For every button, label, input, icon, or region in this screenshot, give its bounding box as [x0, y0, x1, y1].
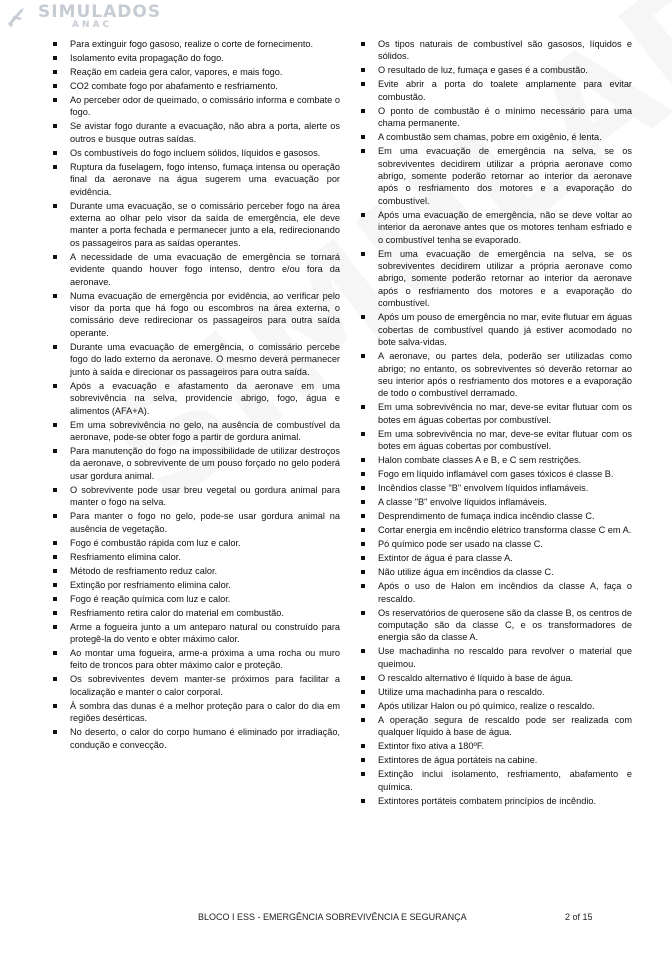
- list-item: Em uma evacuação de emergência na selva, se os sobreviventes decidirem utilizar a própria aeronave como abrigo, somente poderão retornar ao interior da aeronave após o resfriamento dos motores e a evaporação do combustível.: [378, 248, 632, 309]
- list-item: Ao montar uma fogueira, arme-a próxima a uma rocha ou muro feito de troncos para obter máximo calor e proteção.: [70, 647, 340, 671]
- list-item: Numa evacuação de emergência por evidência, ao verificar pelo visor da porta que há fogo ou escombros na área externa, o comissário deve redirecionar os passageiros para outra saída operante.: [70, 290, 340, 338]
- list-item: Os combustíveis do fogo incluem sólidos, líquidos e gasosos.: [70, 147, 340, 159]
- list-item: Os tipos naturais de combustível são gasosos, líquidos e sólidos.: [378, 39, 632, 62]
- airplane-icon: [6, 4, 34, 30]
- list-item: Durante uma evacuação, se o comissário perceber fogo na área externa ao olhar pelo visor da saída de emergência, ele deve manter a porta fechada e permanecer junto a ela, redirecionando os passageiros para as saídas operantes.: [70, 200, 340, 248]
- list-item: Para manter o fogo no gelo, pode-se usar gordura animal na ausência de vegetação.: [70, 511, 340, 534]
- page-number: 2 of 15: [565, 912, 593, 922]
- list-item: Em uma sobrevivência no mar, deve-se evitar flutuar com os botes em águas cobertas por combustível.: [378, 402, 632, 425]
- logo: [6, 4, 161, 30]
- list-item: Extinção inclui isolamento, resfriamento, abafamento e química.: [378, 769, 632, 792]
- list-item: A aeronave, ou partes dela, poderão ser utilizadas como abrigo; no entanto, os sobreviventes só deverão retornar ao seu interior após o resfriamento dos motores e a evaporação de todo o combustível derramado.: [378, 351, 632, 399]
- list-item: Reação em cadeia gera calor, vapores, e mais fogo.: [70, 66, 340, 78]
- list-item: Os sobreviventes devem manter-se próximos para facilitar a localização e manter o calor corporal.: [70, 674, 340, 697]
- left-column-list: [70, 38, 340, 753]
- list-item: Para manutenção do fogo na impossibilidade de utilizar destroços da aeronave, o sobrevivente de um pouso forçado no gelo poderá usar gordura animal.: [70, 445, 340, 481]
- list-item: Utilize uma machadinha para o rescaldo.: [378, 686, 632, 698]
- list-item: Extintor fixo ativa a 180ºF.: [378, 740, 632, 752]
- list-item: CO2 combate fogo por abafamento e resfriamento.: [70, 80, 340, 92]
- list-item: Desprendimento de fumaça indica incêndio classe C.: [378, 510, 632, 522]
- list-item: Para extinguir fogo gasoso, realize o corte de fornecimento.: [70, 38, 340, 50]
- list-item: Durante uma evacuação de emergência, o comissário percebe fogo do lado externo da aeronave. O mesmo deverá permanecer junto à saída e direcionar os passageiros para outra saída.: [70, 341, 340, 377]
- list-item: Resfriamento elimina calor.: [70, 551, 340, 563]
- list-item: Em uma sobrevivência no gelo, na ausência de combustível da aeronave, pode-se obter fogo a partir de gordura animal.: [70, 419, 340, 442]
- list-item: O resultado de luz, fumaça e gases é a combustão.: [378, 64, 632, 76]
- list-item: A operação segura de rescaldo pode ser realizada com qualquer líquido à base de água.: [378, 714, 632, 738]
- list-item: Ruptura da fuselagem, fogo intenso, fumaça intensa ou operação final da aeronave na água sugerem uma evacuação por evidência.: [70, 161, 340, 197]
- list-item: Após um pouso de emergência no mar, evite flutuar em águas cobertas de combustível quando já estiver acomodado no bote salva-vidas.: [378, 312, 632, 348]
- list-item: No deserto, o calor do corpo humano é eliminado por irradiação, condução e convecção.: [70, 727, 340, 750]
- list-item: Após a evacuação e afastamento da aeronave em uma sobrevivência na selva, providencie abrigo, fogo, água e alimentos (AFA+A).: [70, 380, 340, 416]
- list-item: O sobrevivente pode usar breu vegetal ou gordura animal para manter o fogo na selva.: [70, 484, 340, 508]
- list-item: O rescaldo alternativo é líquido à base de água.: [378, 672, 632, 684]
- list-item: Extintores de água portáteis na cabine.: [378, 754, 632, 766]
- list-item: Método de resfriamento reduz calor.: [70, 565, 340, 577]
- list-item: O ponto de combustão é o mínimo necessário para uma chama permanente.: [378, 105, 632, 129]
- list-item: Extintor de água é para classe A.: [378, 552, 632, 564]
- list-item: Ao perceber odor de queimado, o comissário informa e combate o fogo.: [70, 95, 340, 118]
- list-item: Fogo é combustão rápida com luz e calor.: [70, 537, 340, 549]
- list-item: Fogo em líquido inflamável com gases tóxicos é classe B.: [378, 468, 632, 480]
- right-column-list: [378, 38, 632, 809]
- list-item: Os reservatórios de querosene são da classe B, os centros de computação são da classe C, e os transformadores de energia são da classe A.: [378, 607, 632, 643]
- list-item: Em uma evacuação de emergência na selva, se os sobreviventes decidirem utilizar a própria aeronave como abrigo, somente poderão retornar ao interior da aeronave após o resfriamento dos motores e a evaporação do combustível.: [378, 146, 632, 206]
- list-item: Extintores portáteis combatem princípios de incêndio.: [378, 795, 632, 807]
- list-item: Isolamento evita propagação do fogo.: [70, 52, 340, 64]
- list-item: Após uma evacuação de emergência, não se deve voltar ao interior da aeronave antes que os motores tenham esfriado e o combustível tenha se evaporado.: [378, 209, 632, 245]
- list-item: Após o uso de Halon em incêndios da classe A, faça o rescaldo.: [378, 581, 632, 604]
- list-item: Incêndios classe "B" envolvem líquidos inflamáveis.: [378, 482, 632, 494]
- list-item: À sombra das dunas é a melhor proteção para o calor do dia em regiões desérticas.: [70, 700, 340, 724]
- list-item: Arme a fogueira junto a um anteparo natural ou construído para protegê-la do vento e obter máximo calor.: [70, 621, 340, 644]
- list-item: Halon combate classes A e B, e C sem restrições.: [378, 454, 632, 466]
- list-item: Após utilizar Halon ou pó químico, realize o rescaldo.: [378, 700, 632, 712]
- list-item: Pó químico pode ser usado na classe C.: [378, 538, 632, 550]
- list-item: Em uma sobrevivência no mar, deve-se evitar flutuar com os botes em águas cobertas por combustível.: [378, 428, 632, 452]
- list-item: Use machadinha no rescaldo para revolver o material que queimou.: [378, 646, 632, 669]
- list-item: Se avistar fogo durante a evacuação, não abra a porta, alerte os outros e busque outras saídas.: [70, 121, 340, 144]
- list-item: A combustão sem chamas, pobre em oxigênio, é lenta.: [378, 131, 632, 143]
- logo-title: SIMULADOS: [38, 2, 162, 22]
- list-item: Não utilize água em incêndios da classe C.: [378, 566, 632, 578]
- list-item: Evite abrir a porta do toalete amplamente para evitar combustão.: [378, 79, 632, 102]
- list-item: A classe "B" envolve líquidos inflamáveis.: [378, 496, 632, 508]
- list-item: A necessidade de uma evacuação de emergência se tornará evidente quando houver fogo intenso, dentro e/ou fora da aeronave.: [70, 251, 340, 287]
- list-item: Resfriamento retira calor do material em combustão.: [70, 607, 340, 619]
- logo-subtitle: ANAC: [72, 20, 113, 30]
- footer-title: BLOCO I ESS - EMERGÊNCIA SOBREVIVÊNCIA E SEGURANÇA: [198, 912, 467, 922]
- list-item: Fogo é reação química com luz e calor.: [70, 593, 340, 605]
- list-item: Cortar energia em incêndio elétrico transforma classe C em A.: [378, 525, 632, 536]
- list-item: Extinção por resfriamento elimina calor.: [70, 579, 340, 591]
